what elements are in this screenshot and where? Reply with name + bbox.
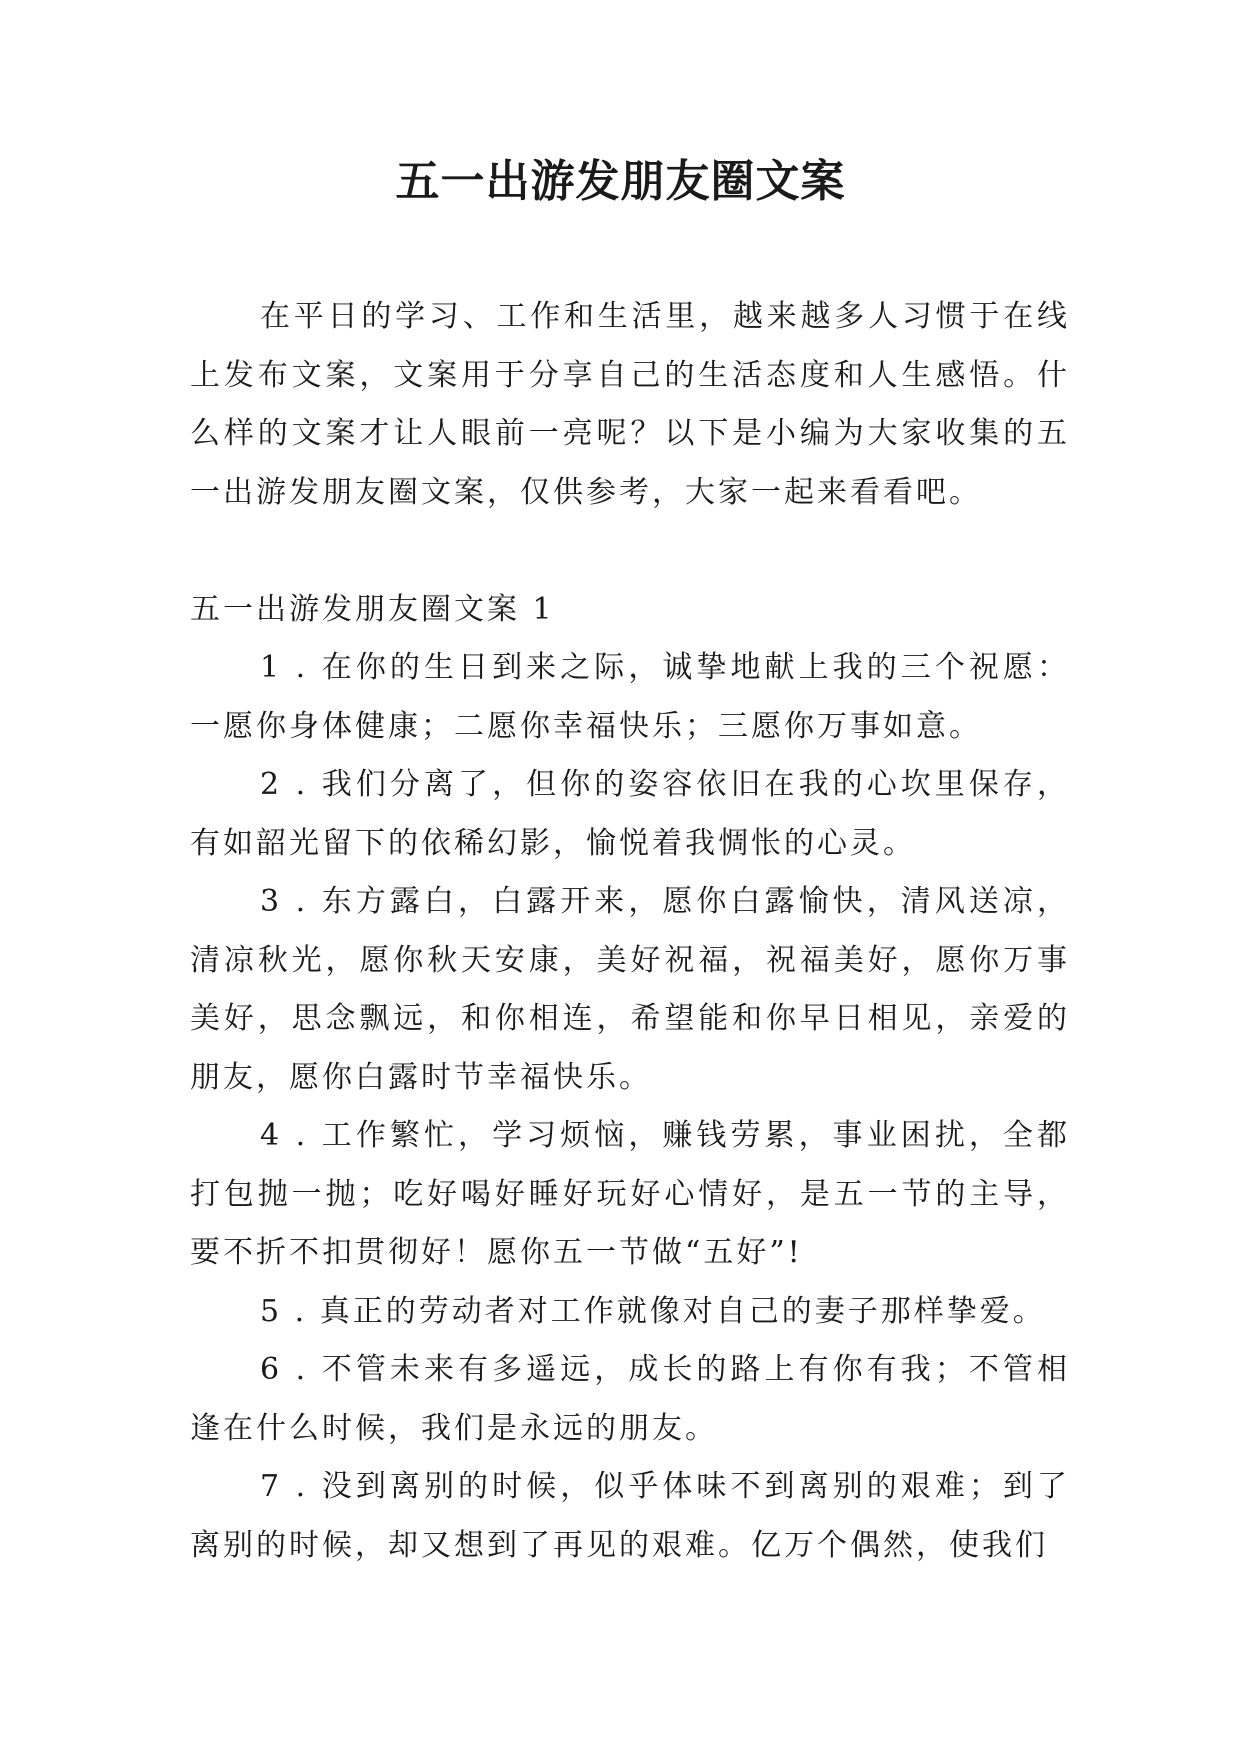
list-item-5: 5 . 真正的劳动者对工作就像对自己的妻子那样挚爱。 (260, 1293, 1046, 1329)
list-item-6: 6 . 不管未来有多遥远，成长的路上有你有我；不管相逢在什么时候，我们是永远的朋友。 (190, 1352, 1070, 1446)
document-body (190, 288, 1070, 1575)
list-item-1: 1 . 在你的生日到来之际，诚挚地献上我的三个祝愿：一愿你身体健康；二愿你幸福快乐；三愿你万事如意。 (190, 650, 1070, 744)
list-item-4: 4 . 工作繁忙，学习烦恼，赚钱劳累，事业困扰，全都打包抛一抛；吃好喝好睡好玩好心情好，是五一节的主导，要不折不扣贯彻好！愿你五一节做“五好”! (190, 1118, 1070, 1270)
document-title: 五一出游发朋友圈文案 (395, 156, 846, 207)
intro-paragraph: 在平日的学习、工作和生活里，越来越多人习惯于在线上发布文案，文案用于分享自己的生活态度和人生感悟。什么样的文案才让人眼前一亮呢？以下是小编为大家收集的五一出游发朋友圈文案，仅供参考，大家一起来看看吧。 (190, 299, 1070, 510)
list-item-3: 3 . 东方露白，白露开来，愿你白露愉快，清风送凉，清凉秋光，愿你秋天安康，美好祝福，祝福美好，愿你万事美好，思念飘远，和你相连，希望能和你早日相见，亲爱的朋友，愿你白露时节幸福快乐。 (190, 884, 1070, 1095)
list-item-2: 2 . 我们分离了，但你的姿容依旧在我的心坎里保存，有如韶光留下的依稀幻影，愉悦着我惆怅的心灵。 (190, 767, 1070, 861)
section-heading: 五一出游发朋友圈文案 1 (190, 591, 555, 627)
list-item-7: 7 . 没到离别的时候，似乎体味不到离别的艰难；到了离别的时候，却又想到了再见的艰难。亿万个偶然，使我们 (190, 1469, 1070, 1563)
